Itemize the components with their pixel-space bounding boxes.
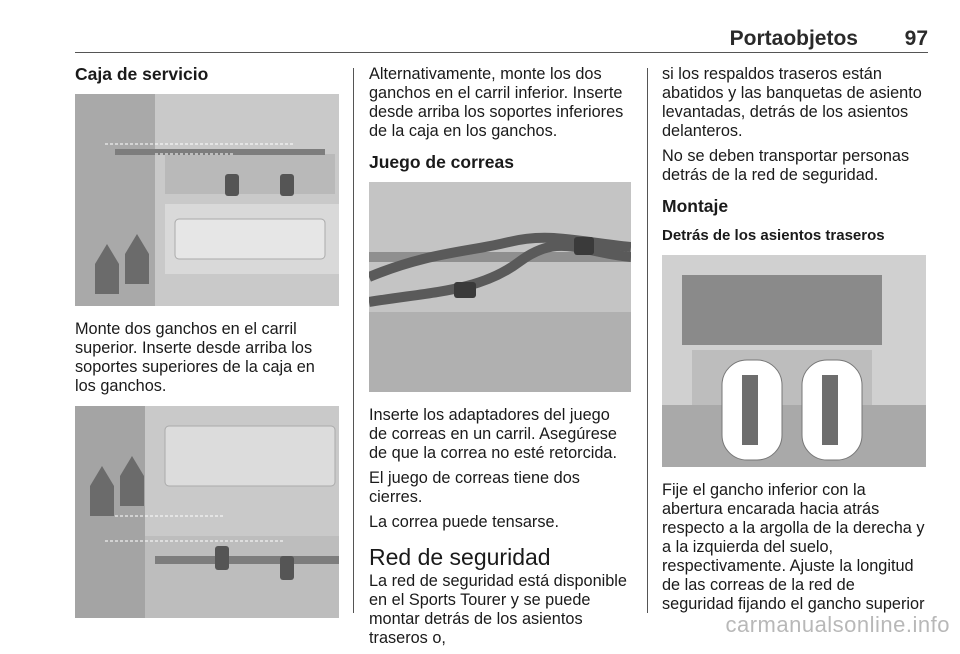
paragraph: El juego de correas tiene dos cierres. [369, 469, 580, 506]
paragraph: si los respaldos traseros están abatidos y las banquetas de asiento levantadas, detrás de los asientos delanteros. [662, 65, 922, 140]
page-number: 97 [904, 27, 928, 50]
subheading-detras-asientos-traseros: Detrás de los asientos traseros [662, 227, 885, 244]
paragraph: Alternativamente, monte los dos ganchos en el carril inferior. Inserte desde arriba los soportes inferiores de la caja en los ganchos. [369, 65, 624, 140]
paragraph: Fije el gancho inferior con la abertura encarada hacia atrás respecto a la argolla de la derecha y a la izquierda del suelo, respectivamente. Ajuste la longitud de las correas de la red de seguridad fijando el gancho superior [662, 481, 925, 613]
illustration-safety-net-mounting [662, 255, 926, 467]
heading-juego-de-correas: Juego de correas [369, 152, 514, 172]
illustration-service-box-upper-rail [75, 94, 339, 306]
paragraph: La red de seguridad está disponible en el Sports Tourer y se puede montar detrás de los asientos traseros o, [369, 572, 627, 647]
paragraph: Monte dos ganchos en el carril superior. Inserte desde arriba los soportes superiores de la caja en los ganchos. [75, 320, 315, 395]
watermark: carmanualsonline.info [725, 612, 950, 637]
column-1 [75, 65, 339, 618]
header-rule [75, 52, 928, 53]
heading-red-de-seguridad: Red de seguridad [369, 544, 551, 570]
illustration-strap-set [369, 182, 631, 392]
heading-montaje: Montaje [662, 196, 729, 216]
heading-caja-de-servicio: Caja de servicio [75, 64, 209, 84]
column-2 [369, 65, 631, 654]
paragraph: No se deben transportar personas detrás de la red de seguridad. [662, 147, 910, 184]
column-3 [662, 65, 926, 620]
illustration-service-box-lower-rail [75, 406, 339, 618]
paragraph: La correa puede tensarse. [369, 513, 560, 531]
column-divider-2 [647, 68, 648, 613]
header-title: Portaobjetos [729, 27, 858, 50]
column-divider-1 [353, 68, 354, 613]
paragraph: Inserte los adaptadores del juego de correas en un carril. Asegúrese de que la correa no esté retorcida. [369, 406, 617, 462]
